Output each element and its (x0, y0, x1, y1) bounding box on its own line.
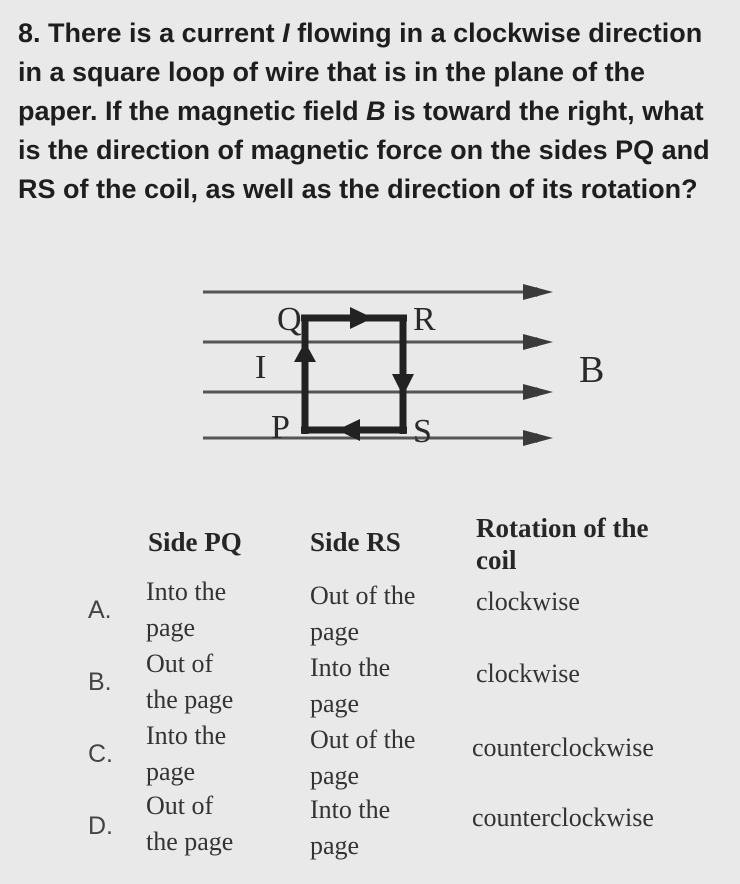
label-i: I (255, 349, 267, 386)
option-letter: C. (88, 740, 113, 768)
current-arrow-right-icon (350, 307, 373, 329)
field-symbol: B (366, 96, 386, 126)
option-rs-line-1: Into the (310, 653, 391, 682)
question-part-1: There is a current (40, 18, 283, 48)
option-pq-line-2: page (146, 757, 196, 786)
label-r: R (413, 301, 436, 338)
option-letter: A. (88, 596, 112, 624)
field-arrow-icon (523, 430, 553, 446)
header-side-pq: Side PQ (148, 527, 242, 557)
field-arrow-icon (523, 284, 553, 300)
option-rotation: counterclockwise (472, 733, 654, 762)
header-side-rs: Side RS (310, 527, 401, 557)
header-rotation-line-1: Rotation of the (476, 513, 649, 543)
option-rs-line-1: Out of the (310, 581, 416, 610)
option-rs-line-2: page (310, 617, 360, 646)
label-q: Q (277, 301, 302, 338)
label-p: P (271, 409, 290, 446)
question-text (18, 14, 718, 209)
option-pq-line-1: Into the (146, 721, 227, 750)
option-letter: D. (88, 812, 113, 840)
option-pq-line-2: the page (146, 827, 234, 856)
option-rs-line-2: page (310, 689, 360, 718)
loop-diagram (185, 278, 625, 483)
current-arrow-up-icon (294, 342, 316, 362)
option-rotation: clockwise (476, 659, 580, 688)
current-symbol: I (282, 18, 290, 48)
field-arrow-icon (523, 384, 553, 400)
option-rs-line-2: page (310, 761, 360, 790)
option-rs-line-2: page (310, 831, 360, 860)
label-b: B (579, 349, 605, 391)
option-rotation: counterclockwise (472, 803, 654, 832)
option-rs-line-1: Into the (310, 795, 391, 824)
question-part-3: is toward the right, what is the direction of magnetic force on the sides PQ and RS of the coil, as well as the direction of its rotation? (18, 96, 710, 204)
field-arrow-icon (523, 334, 553, 350)
option-pq-line-2: page (146, 613, 196, 642)
option-pq-line-2: the page (146, 685, 234, 714)
option-pq-line-1: Out of (146, 649, 214, 678)
wire-loop (294, 307, 414, 441)
label-s: S (413, 413, 432, 450)
header-rotation-line-2: coil (476, 545, 517, 575)
option-pq-line-1: Into the (146, 577, 227, 606)
question-number: 8. (18, 18, 41, 48)
question-part-2: flowing in a clockwise direction in a square loop of wire that is in the plane of the paper. If the magnetic field (18, 18, 703, 126)
option-letter: B. (88, 668, 112, 696)
loop-diagram-svg (185, 278, 625, 478)
option-pq-line-1: Out of (146, 791, 214, 820)
option-rs-line-1: Out of the (310, 725, 416, 754)
option-rotation: clockwise (476, 587, 580, 616)
